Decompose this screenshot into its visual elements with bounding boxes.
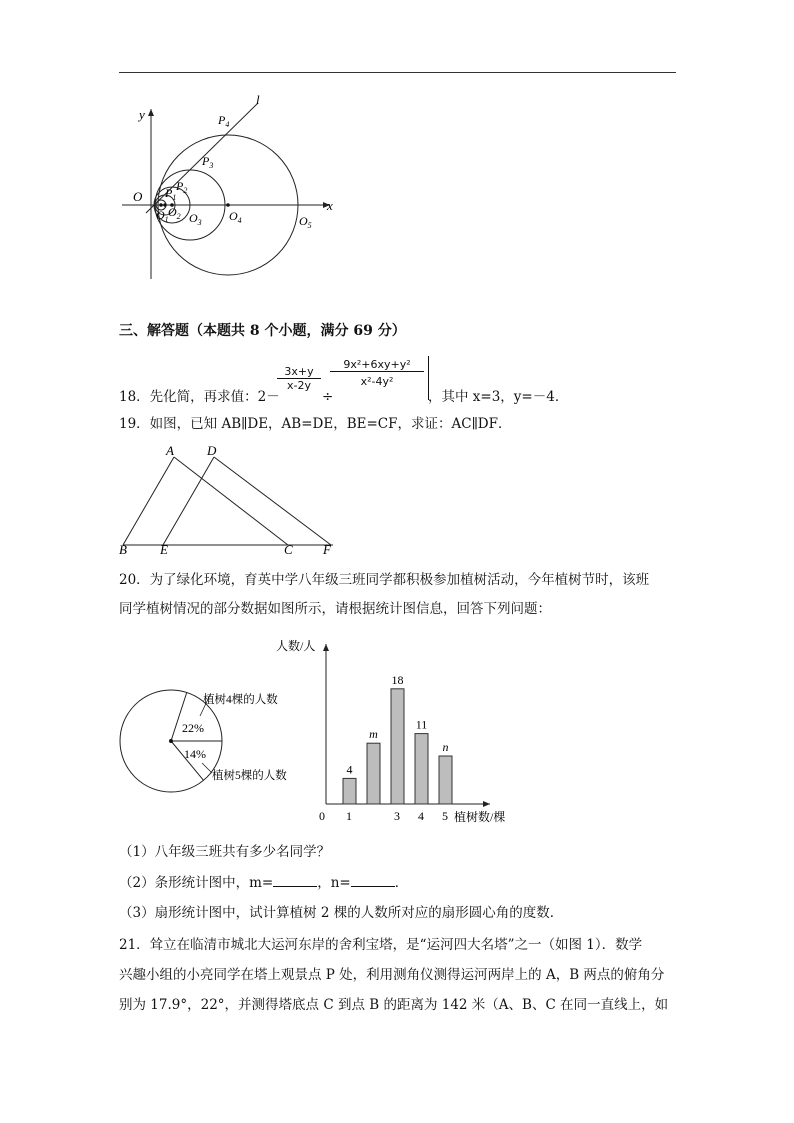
center-label: $O_3$ [189, 211, 202, 227]
bar-5 [439, 756, 452, 804]
question-21-line-3: 别为 17.9°，22°，并测得塔底点 C 到点 B 的距离为 142 米（A、B、C 在同一直线上，如 [119, 997, 669, 1013]
fraction-2-numerator: 9x²+6xy+y² [330, 356, 424, 372]
question-18-prefix: 18．先化简，再求值：2－ [119, 389, 280, 405]
line-l-label: l [256, 92, 260, 107]
question-18-suffix: ，其中 x=3，y=－4． [428, 389, 569, 405]
vertex-labels [119, 443, 332, 557]
sub-2-b: ，n= [317, 875, 351, 891]
pie-label-5: 植树5棵的人数 [212, 770, 287, 782]
triangles-figure [115, 442, 347, 560]
question-21-line-2: 兴趣小组的小亮同学在塔上观景点 P 处，利用测角仪测得运河两岸上的 A，B 两点的俯角分 [119, 967, 665, 983]
section-3-title: 三、解答题（本题共 8 个小题，满分 69 分） [119, 323, 406, 339]
bar-4 [415, 734, 428, 804]
center-label: $O_4$ [229, 209, 242, 225]
header-rule [119, 72, 676, 73]
center-label: $O_2$ [168, 205, 181, 221]
bar-1 [343, 778, 356, 804]
vertex-label-f: F [323, 542, 331, 557]
point-label: $P_4$ [218, 113, 230, 129]
origin-label: O [133, 189, 143, 204]
question-20-sub-2 [119, 873, 408, 893]
center-label: $O_1$ [156, 208, 169, 224]
question-20-sub-1: （1）八年级三班共有多少名同学？ [119, 844, 331, 860]
vertex-label-a: A [166, 443, 174, 458]
x-axis-arrow [483, 801, 490, 807]
pie-label-4: 植树4棵的人数 [203, 694, 278, 706]
fraction-2 [330, 356, 429, 400]
pie-pct-5: 14% [184, 747, 206, 761]
fraction-1 [277, 365, 321, 392]
bar-label-5: n [442, 740, 449, 754]
question-20-sub-3: （3）扇形统计图中，试计算植树 2 棵的人数所对应的扇形圆心角的度数． [119, 905, 564, 921]
x-tick-label-1: 1 [346, 809, 352, 823]
vertex-label-e: E [160, 542, 168, 557]
point-label: $P_3$ [202, 154, 214, 170]
pie-chart [115, 680, 315, 795]
tangent-point-labels [164, 113, 229, 202]
vertex-label-d: D [207, 443, 217, 458]
y-axis-arrow [323, 644, 329, 651]
point-label: $P_2$ [176, 179, 188, 195]
vertex-label-c: C [284, 542, 293, 557]
bar-3 [391, 689, 404, 804]
n-answer-blank[interactable] [351, 874, 395, 887]
center-labels [156, 205, 312, 230]
m-answer-blank[interactable] [273, 874, 317, 887]
question-19-text: 19．如图，已知 AB∥DE，AB=DE，BE=CF，求证：AC∥DF． [119, 416, 512, 432]
x-tick-label-5: 5 [442, 809, 448, 823]
x-axis-label: x [327, 198, 333, 213]
fraction-2-denominator: x²-4y² [360, 375, 394, 388]
question-21-line-1: 21．耸立在临清市城北大运河东岸的舍利宝塔，是“运河四大名塔”之一（如图 1）．数学 [119, 937, 643, 953]
bar-label-4: 11 [415, 717, 428, 732]
bar-2 [367, 743, 380, 804]
fraction-1-denominator: x-2y [287, 379, 311, 392]
sub-2-c: ． [394, 875, 409, 891]
x-tick-label-0: 0 [319, 809, 325, 823]
x-tick-label-4: 4 [418, 809, 424, 823]
division-sign: ÷ [322, 389, 334, 405]
pie-pct-4: 22% [182, 721, 204, 735]
bar-label-3: 18 [391, 672, 404, 687]
sub-2-a: （2）条形统计图中，m= [119, 875, 274, 891]
x-axis-title: 植树数/棵 [454, 810, 506, 824]
bar-chart [276, 632, 518, 828]
question-20-line-2: 同学植树情况的部分数据如图所示，请根据统计图信息，回答下列问题： [119, 601, 551, 617]
circles-figure [118, 92, 340, 283]
center-label: $O_5$ [299, 214, 312, 230]
question-20-line-1: 20．为了绿化环境，育英中学八年级三班同学都积极参加植树活动，今年植树节时，该班 [119, 572, 650, 588]
vertex-label-b: B [119, 542, 127, 557]
x-tick-label-3: 3 [394, 809, 400, 823]
bar-label-2: m [369, 727, 378, 742]
y-axis-label: y [139, 107, 145, 122]
fraction-1-numerator: 3x+y [277, 365, 321, 379]
point-label: $P_1$ [165, 186, 177, 202]
bar-label-1: 4 [346, 762, 353, 777]
y-axis-title: 人数/人 [276, 639, 316, 653]
